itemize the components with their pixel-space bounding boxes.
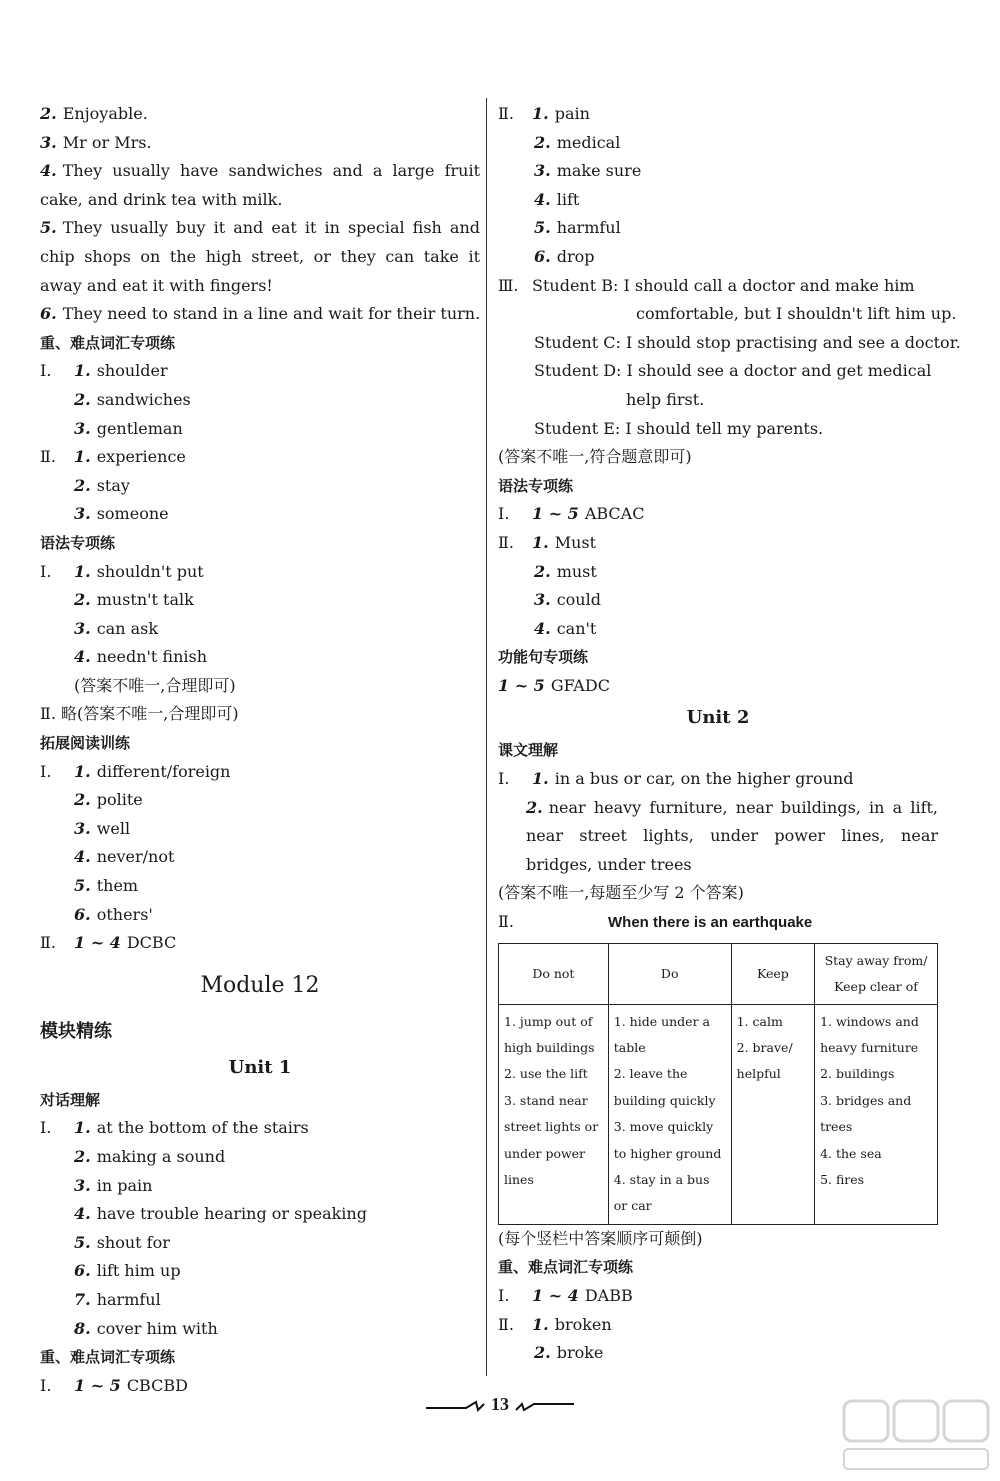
list-item: Ⅱ. 1. pain [498, 104, 590, 123]
table-cell [815, 1004, 938, 1224]
list-item: help first. [626, 389, 705, 409]
cell-item: 2. use the lift [504, 1066, 588, 1082]
cell-item: 1. calm [736, 1013, 783, 1029]
answer-note: (每个竖栏中答案顺序可颠倒) [498, 1228, 703, 1248]
list-item: 4. never/not [74, 847, 175, 867]
list-item: 2. stay [74, 475, 130, 495]
list-item: 3. can ask [74, 618, 159, 638]
right-column [498, 100, 961, 1368]
table-header: Stay away from/ Keep clear of [815, 943, 938, 1004]
list-item: 2. near heavy furniture, near buildings, in a lift, near street lights, under power lines, near bridges, under trees [526, 797, 938, 874]
list-item: Ⅰ. 1 ~ 4 DABB [498, 1286, 633, 1306]
list-item: 4. have trouble hearing or speaking [74, 1204, 367, 1224]
list-item: Ⅰ. 1. shouldn't put [40, 561, 204, 581]
section-heading: 课文理解 [498, 741, 559, 760]
column-divider [486, 98, 487, 1376]
watermark-logo [840, 1395, 990, 1473]
cell-item: 3. bridges and trees [820, 1092, 912, 1135]
list-item: 3. could [534, 590, 601, 610]
list-item: 6. others' [74, 904, 153, 924]
list-item: 1 ~ 5 GFADC [498, 675, 610, 695]
list-item: 4. lift [534, 189, 580, 209]
list-item: Ⅱ. 略(答案不唯一,合理即可) [40, 704, 239, 724]
list-item: 3. well [74, 818, 131, 838]
cell-item: 2. leave the building quickly [613, 1066, 716, 1108]
list-item: 2. sandwiches [74, 389, 191, 409]
table-header: Do not [499, 943, 609, 1004]
cell-item: 4. stay in a bus or car [613, 1172, 710, 1214]
cell-item: 1. hide under a table [613, 1013, 710, 1056]
list-item: 2. broke [534, 1343, 604, 1363]
list-item: 2. Enjoyable. [40, 104, 148, 123]
list-item: 5. them [74, 876, 139, 896]
section-heading: 重、难点词汇专项练 [40, 1348, 176, 1367]
cell-item: 2. buildings [820, 1066, 895, 1082]
list-item: Ⅰ. 1. in a bus or car, on the higher ground [498, 769, 854, 789]
section-heading: 对话理解 [40, 1090, 101, 1109]
page-number: 13 [491, 1394, 509, 1414]
answer-note: (答案不唯一,合理即可) [74, 675, 236, 695]
table-cell [731, 1004, 814, 1224]
answer-note: (答案不唯一,每题至少写 2 个答案) [498, 883, 744, 903]
list-item: Ⅱ. 1. experience [40, 447, 186, 467]
right-ornament-icon [514, 1400, 574, 1412]
list-item: 3. Mr or Mrs. [40, 132, 152, 152]
left-column [40, 100, 480, 1400]
section-heading: 重、难点词汇专项练 [498, 1258, 634, 1277]
list-item: 6. lift him up [74, 1261, 181, 1281]
section-heading: 功能句专项练 [498, 648, 589, 667]
cell-item: 2. brave/ helpful [736, 1040, 793, 1082]
module-subtitle: 模块精练 [40, 1020, 112, 1042]
section-heading: 拓展阅读训练 [40, 734, 131, 753]
answer-note: (答案不唯一,符合题意即可) [498, 447, 692, 467]
list-item: Ⅰ. 1. different/foreign [40, 761, 231, 781]
cell-item: 4. the sea [820, 1145, 882, 1161]
cell-item: 1. windows and heavy furniture [820, 1013, 919, 1056]
list-item: 5. They usually buy it and eat it in special fish and chip shops on the high street, or they can take it away and eat it with fingers! [40, 218, 480, 295]
list-item: Ⅲ. Student B: I should call a doctor and make him [498, 275, 915, 295]
list-item: 4. They usually have sandwiches and a large fruit cake, and drink tea with milk. [40, 161, 480, 209]
list-item: comfortable, but I shouldn't lift him up. [636, 304, 957, 324]
list-item: 4. can't [534, 618, 597, 638]
list-item: Student D: I should see a doctor and get medical [534, 361, 932, 381]
cell-item: 5. fires [820, 1172, 865, 1188]
list-item: 5. shout for [74, 1232, 170, 1252]
section-heading: 重、难点词汇专项练 [40, 333, 176, 352]
left-ornament-icon [426, 1400, 486, 1412]
section-heading: 语法专项练 [498, 476, 574, 495]
list-item: 3. someone [74, 504, 169, 524]
list-item: 2. mustn't talk [74, 590, 194, 610]
list-item: 6. drop [534, 246, 595, 266]
list-item: 4. needn't finish [74, 647, 208, 667]
list-item: Ⅱ. 1 ~ 4 DCBC [40, 933, 177, 953]
list-item: 3. in pain [74, 1175, 153, 1195]
list-item: 5. harmful [534, 218, 621, 238]
list-item: 3. gentleman [74, 418, 183, 438]
module-title: Module 12 [200, 972, 320, 998]
table-heading: Ⅱ. When there is an earthquake [498, 912, 813, 932]
list-item: 2. medical [534, 132, 621, 152]
list-item: 2. polite [74, 790, 143, 810]
unit-title: Unit 2 [686, 707, 750, 729]
list-item: Student E: I should tell my parents. [534, 418, 824, 438]
list-item: Ⅱ. 1. Must [498, 532, 597, 552]
table-cell [499, 1004, 609, 1224]
unit-title: Unit 1 [228, 1056, 292, 1078]
list-item: 7. harmful [74, 1289, 161, 1309]
cell-item: 1. jump out of high buildings [504, 1013, 595, 1056]
list-item: Ⅰ. 1. shoulder [40, 361, 168, 381]
list-item: Ⅱ. 1. broken [498, 1314, 612, 1334]
list-item: Student C: I should stop practising and see a doctor. [534, 332, 961, 352]
list-item: 6. They need to stand in a line and wait for their turn. [40, 304, 481, 324]
table-cell [608, 1004, 731, 1224]
list-item: Ⅰ. 1. at the bottom of the stairs [40, 1118, 309, 1138]
table-header: Keep [731, 943, 814, 1004]
list-item: 2. must [534, 561, 597, 581]
list-item: Ⅰ. 1 ~ 5 CBCBD [40, 1375, 188, 1395]
section-heading: 语法专项练 [40, 533, 116, 552]
list-item: 2. making a sound [74, 1147, 226, 1166]
cell-item: 3. stand near street lights or under power lines [504, 1092, 599, 1188]
cell-item: 3. move quickly to higher ground [613, 1119, 722, 1161]
table-header: Do [608, 943, 731, 1004]
list-item: Ⅰ. 1 ~ 5 ABCAC [498, 504, 645, 524]
earthquake-table [498, 943, 938, 1225]
table-header-row [499, 943, 938, 1004]
list-item: 8. cover him with [74, 1318, 218, 1338]
list-item: 3. make sure [534, 161, 642, 181]
table-row [499, 1004, 938, 1224]
